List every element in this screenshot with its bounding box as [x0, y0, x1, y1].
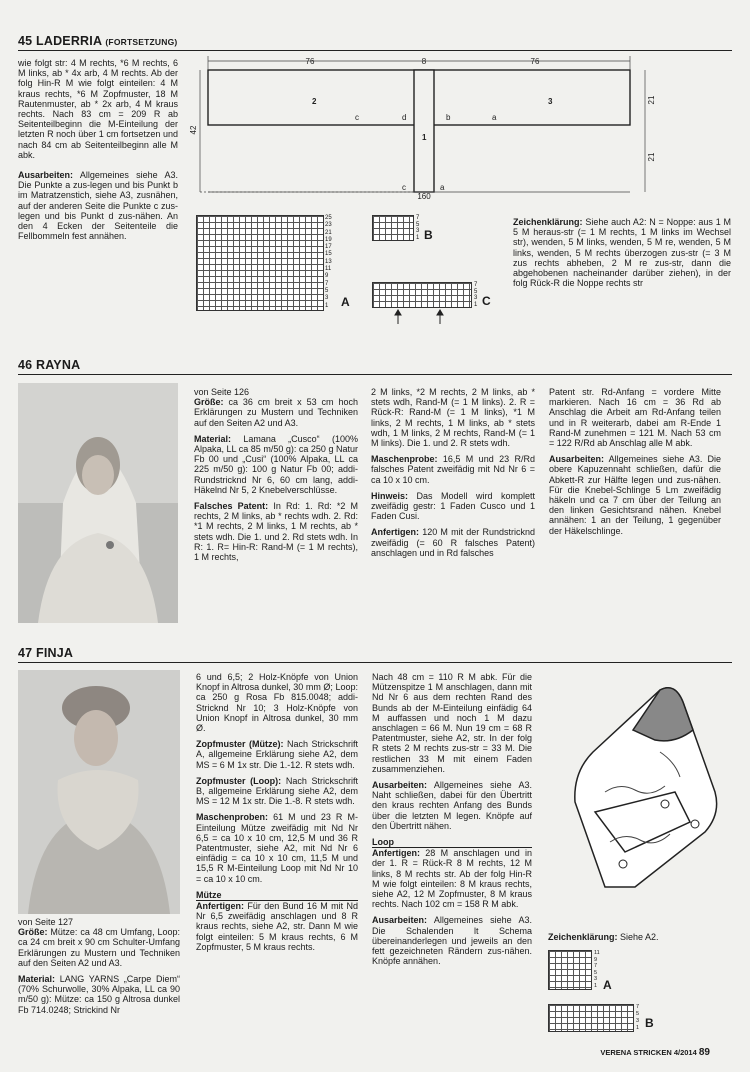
- dim-160: 160: [417, 192, 431, 201]
- chart-c-label: C: [482, 294, 491, 308]
- section-47-title: 47 FINJA: [18, 646, 74, 660]
- s46-column-3: Patent str. Rd-Anfang = vordere Mitte markieren. Nach 16 cm = 36 Rd ab Anschlag die Arbeit am Rd-Anfang teilen und in R weiterarb, dabei am R-Ende 1 Rand-M zunehmen = 121 M. Nach 53 cm = 122 R/Rd ab Anschlag alle M abk. Ausarbeiten: Allgemeines siehe A3. Die obere Kapuzennaht schließen, dafür die Abkett-R zur Hälfte legen und zus-nähen. Für die Knebel-Schlinge 5 Lm zweifädig häkeln und ca 7 cm über der Teilung an den linken Gesichtsrand nähen. Knebel annähen: 1 an der Teilung, 1 gegenüber der Häkelschlinge.: [549, 387, 721, 536]
- schematic-stem: [414, 70, 434, 192]
- s45-ausarbeiten: Ausarbeiten: Allgemeines siehe A3. Die Punkte a zus-legen und bis Punkt b im Matratzenstich, siehe A3, zusnähen, auf der anderen Seite die Punkte c zus-legen und bis Punkt d zus-nähen. An den 4 Ecken der Seitenteile die Fellbommeln fest annähen.: [18, 170, 178, 242]
- point-a: a: [492, 113, 497, 122]
- section-rule: [18, 50, 732, 51]
- s47-chart-a-row-numbers: 11 9 7 5 3 1: [594, 950, 600, 989]
- s45-text: wie folgt str: 4 M rechts, *6 M rechts, 6 M links, ab * 4x arb, 4 M rechts. Ab der folg Hin-R M wie folgt einteilen: 4 M kraus rechts, *6 M Zopfmuster, 18 M Rautenmuster, ab * 2x arb, 4 M kraus rechts. Nach 83 cm = 209 R ab Seitenteilbeginn die M-Einteilung der letzten R noch über 1 cm fortsetzen und nach 84 cm ab Seitenteilbeginn alle M abk.: [18, 58, 178, 160]
- s47-legend: Zeichenklärung: Siehe A2.: [548, 932, 659, 942]
- dim-21-top: 21: [647, 95, 656, 105]
- point-a-lower: a: [440, 183, 445, 192]
- scarf-schematic-diagram: [190, 52, 670, 202]
- dim-21-bottom: 21: [647, 152, 656, 162]
- s46-column-1: von Seite 126 Größe: ca 36 cm breit x 53 cm hoch Erklärungen zu Mustern und Techniken auf den Seiten A2 und A3. Material: Lamana „Cusco“ (100% Alpaka, LL ca 85 m/50 g): ca 250 g Natur Fb 00 und „Cusi“ (100% Alpaka, LL ca 225 m/50 g): 100 g Natur Fb 00; addi-Rundstricknd Nr 6, 60 cm lang, addi-Häkelnd Nr 5, 2 Knebelverschlüsse. Falsches Patent: In Rd: 1. Rd: *2 M rechts, 2 M links, ab * rechts wdh. 2. Rd: *1 M rechts, 2 M links, 1 M rechts, ab * stets wdh. Die 1. und 2. Rd stets wdh. In R: 1. R= Hin-R: Rand-M (= 1 M rechts), 1 M rechts,: [194, 387, 359, 563]
- point-c-lower: c: [402, 183, 406, 192]
- s47-chart-b-label: B: [645, 1016, 654, 1030]
- section-45-title: [18, 36, 177, 54]
- dim-76-right: 76: [530, 57, 540, 66]
- section-number: 45: [18, 34, 33, 48]
- s45-legend: Zeichenklärung: Siehe auch A2: N = Noppe: aus 1 M 5 M heraus-str (= 1 M rechts, 1 M links im Wechsel str), wenden, 5 M links, wenden, 5 M re, wenden, 5 M links, wenden, 5 M rechts überzogen zus-str (= 3 M zus rechts abheben, 2 M re zus-str, dann die abgehobenen nacheinander darüber ziehen), in der folg Rück-R die Noppe rechts str: [513, 217, 731, 289]
- chart-c-arrows: [380, 310, 470, 324]
- loop-schematic-diagram: [565, 682, 725, 894]
- chart-a-label: A: [341, 295, 350, 309]
- chart-c: [372, 282, 472, 308]
- s47-column-1: von Seite 127 Größe: Mütze: ca 48 cm Umfang, Loop: ca 24 cm breit x 90 cm Schulter-Umfang Erklärungen zu Mustern und Techniken auf den Seiten A2 und A3. Material: LANG YARNS „Carpe Diem“ (70% Schurwolle, 30% Alpaka, LL ca 90 m/50 g): Mütze: ca 150 g Altrosa dunkel Fb 714.0248; Strickind Nr: [18, 917, 180, 1015]
- s45-column-1: [18, 58, 178, 247]
- part-1: 1: [422, 133, 427, 142]
- s47-chart-a: [548, 950, 592, 990]
- part-2: 2: [312, 97, 317, 106]
- dim-8: 8: [421, 57, 427, 66]
- chart-b: [372, 215, 414, 241]
- model-hat-loop-image: [18, 670, 180, 914]
- dim-42: 42: [189, 125, 198, 135]
- point-c: c: [355, 113, 359, 122]
- section-46-title: 46 RAYNA: [18, 358, 81, 372]
- finja-photo: [18, 670, 180, 914]
- chart-c-row-numbers: 7 5 3 1: [474, 282, 478, 308]
- part-3: 3: [548, 97, 553, 106]
- page-footer: [600, 1048, 710, 1058]
- s47-column-3: Nach 48 cm = 110 R M abk. Für die Mützenspitze 1 M anschlagen, dann mit Nd Nr 6 aus dem rechten Rand des Bunds ab der M-Einteilung einfädig 64 M auffassen und noch 1 M dazu anschlagen = 66 M. Nun 19 cm = 68 R Patentmuster, siehe A2, str. In der folg R stets 2 M rechts zus-str = 33 M. Die restlichen 33 M mit einem Faden zusammenziehen. Ausarbeiten: Allgemeines siehe A3. Naht schließen, dabei für den Übertritt den kraus rechten Anfang des Bunds über die letzten M legen. Knöpfe auf den Übertritt nähen. Loop Anfertigen: 28 M anschlagen und in der 1. R = Rück-R 8 M rechts, 12 M links, 8 M rechts str. Ab der folg Hin-R M wie folgt einteilen: 8 M kraus rechts, siehe A2, 12 M Zopfmuster, 8 M kraus rechts. Nach 102 cm = 158 R M abk. Ausarbeiten: Allgemeines siehe A3. Die Schalenden lt Schema übereinanderlegen und jeweils an den fett gezeichneten Rändern zus-nähen. Knöpfe annähen.: [372, 672, 532, 967]
- s46-column-2: 2 M links, *2 M rechts, 2 M links, ab * stets wdh, Rand-M (= 1 M links). 2. R = Rück-R: Rand-M (= 1 M links), *1 M links, 2 M rechts, 1 M links, ab * stets wdh, 1 M links, 2 M rechts, Rand-M (= 1 M links). Die 1. und 2. R stets wdh. Maschenprobe: 16,5 M und 23 R/Rd falsches Patent zweifädig mit Nd Nr 6 = ca 10 x 10 cm. Hinweis: Das Modell wird komplett zweifädig gestr: 1 Faden Cusco und 1 Faden Cusi. Anfertigen: 120 M mit der Rundstricknd zweifädig (= 60 R falsches Patent) anschlagen und in Rd falsches: [371, 387, 535, 558]
- s47-chart-b-row-numbers: 7 5 3 1: [636, 1004, 640, 1031]
- chart-b-row-numbers: 7 5 3 1: [416, 215, 420, 241]
- rayna-photo: [18, 383, 178, 623]
- s47-chart-b: [548, 1004, 634, 1032]
- point-b: b: [446, 113, 451, 122]
- page-number: 89: [698, 1046, 710, 1058]
- section-rule: [18, 662, 732, 663]
- section-rule: [18, 374, 732, 375]
- model-hooded-cowl-image: [18, 383, 178, 623]
- chart-a: [196, 215, 324, 311]
- s47-column-2: 6 und 6,5; 2 Holz-Knöpfe von Union Knopf in Altrosa dunkel, 30 mm Ø; Loop: ca 250 g Rosa Fb 815.0048; addi-Stricknd Nr 10; 3 Holz-Knöpfe von Union Knopf in Altrosa dunkel, 30 mm Ø. Zopfmuster (Mütze): Nach Strickschrift A, allgemeine Erklärung siehe A2, dem MS = 6 M 1x str. Die 1.-12. R stets wdh. Zopfmuster (Loop): Nach Strickschrift B, allgemeine Erklärung siehe A2, dem MS = 12 M 1x str. Die 1.-8. R stets wdh. Maschenproben: 61 M und 23 R M-Einteilung Mütze zweifädig mit Nd Nr 6,5 = ca 10 x 10 cm, 12,5 M und 36 R Patentmuster, siehe A2, mit Nd Nr 6 einfädig = ca 10 x 10 cm, 11,5 M und 15,5 R M-Einteilung Loop mit Nd Nr 10 = ca 10 x 10 cm. Mütze Anfertigen: Für den Bund 16 M mit Nd Nr 6,5 zweifädig anschlagen und 8 R kraus rechts, siehe A2, str. Dann M wie folgt einteilen: 5 M kraus rechts, 6 M Zopfmuster, 5 M kraus rechts.: [196, 672, 359, 952]
- s47-chart-a-label: A: [603, 978, 612, 992]
- magazine-name: VERENA STRICKEN 4/2014: [600, 1047, 697, 1057]
- dim-76-left: 76: [305, 57, 315, 66]
- section-name: LADERRIA: [36, 34, 102, 48]
- point-d: d: [402, 113, 407, 122]
- section-subtitle: (FORTSETZUNG): [105, 37, 178, 47]
- chart-b-label: B: [424, 228, 433, 242]
- chart-a-row-numbers: 25 23 21 19 17 15 13 11 9 7 5 3 1: [325, 215, 332, 309]
